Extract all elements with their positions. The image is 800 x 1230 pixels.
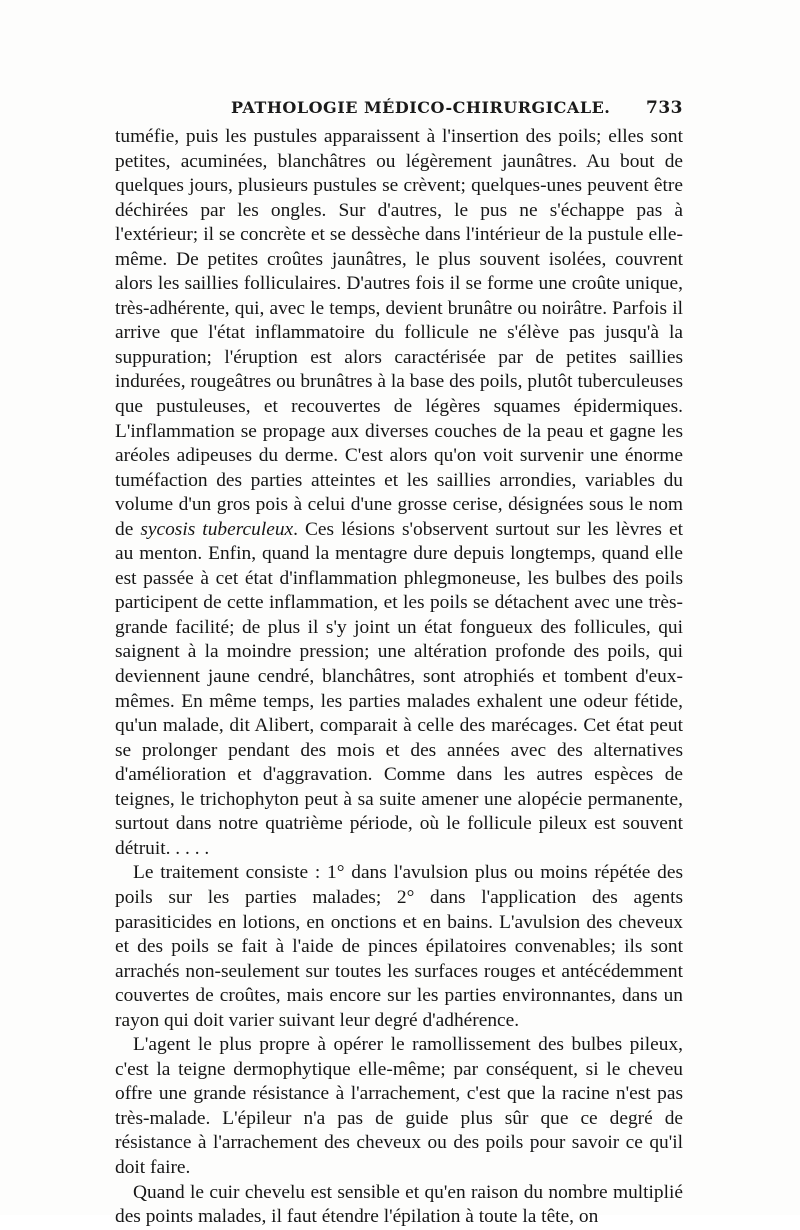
- italic-term: sycosis tuberculeux: [140, 518, 294, 540]
- paragraph-scalp: Quand le cuir chevelu est sensible et qu'en raison du nombre multiplié des points malades, il faut étendre l'épilation à toute la tête, on: [115, 1181, 683, 1228]
- paragraph-treatment: Le traitement consiste : 1° dans l'avulsion plus ou moins répétée des poils sur les parties malades; 2° dans l'application des agents parasiticides en lotions, en onctions et en bains. L'avulsion des cheveux et des poils se fait à l'aide de pinces épilatoires convenables; ils sont arrachés non-seulement sur toutes les surfaces rouges et antécédemment couvertes de croûtes, mais encore sur les parties environnantes, dans un rayon qui doit varier suivant leur degré d'adhérence.: [115, 862, 683, 1031]
- paragraph-agent: L'agent le plus propre à opérer le ramollissement des bulbes pileux, c'est la teigne dermophytique elle-même; par conséquent, si le cheveu offre une grande résistance à l'arrachement, c'est que la racine n'est pas très-malade. L'épileur n'a pas de guide plus sûr que ce degré de résistance à l'arrachement des cheveux ou des poils pour savoir ce qu'il doit faire.: [115, 1034, 683, 1178]
- paragraph-symptoms: [115, 125, 683, 861]
- paragraph-text: tuméfie, puis les pustules apparaissent à l'insertion des poils; elles sont petites, acuminées, blanchâtres ou légèrement jaunâtres. Au bout de quelques jours, plusieurs pustules se crèvent; quelques-unes peuvent être déchirées par les ongles. Sur d'autres, le pus ne s'échappe pas à l'extérieur; il se concrète et se dessèche dans l'intérieur de la pustule elle-même. De petites croûtes jaunâtres, le plus souvent isolées, couvrent alors les saillies folliculaires. D'autres fois il se forme une croûte unique, très-adhérente, qui, avec le temps, devient brunâtre ou noirâtre. Parfois il arrive que l'état inflammatoire du follicule ne s'élève pas jusqu'à la suppuration; l'éruption est alors caractérisée par de petites saillies indurées, rougeâtres ou brunâtres à la base des poils, plutôt tuberculeuses que pustuleuses, et recouvertes de légères squames épidermiques. L'inflammation se propage aux diverses couches de la peau et gagne les aréoles adipeuses du derme. C'est alors qu'on voit survenir une énorme tuméfaction des parties atteintes et les saillies arrondies, variables du volume d'un gros pois à celui d'une grosse cerise, désignées sous le nom de: [115, 126, 683, 540]
- page-number: 733: [646, 98, 683, 118]
- body-text: [115, 125, 683, 1230]
- running-head: [115, 98, 683, 124]
- running-title: PATHOLOGIE MÉDICO-CHIRURGICALE.: [231, 98, 611, 117]
- paragraph-text: . Ces lésions s'observent surtout sur les lèvres et au menton. Enfin, quand la mentagre dure depuis longtemps, quand elle est passée à cet état d'inflammation phlegmoneuse, les bulbes des poils participent de cette inflammation, et les poils se détachent avec une très-grande facilité; de plus il s'y joint un état fongueux des follicules, qui saignent à la moindre pression; une altération profonde des poils, qui deviennent jaune cendré, blanchâtres, sont atrophiés et tombent d'eux-mêmes. En même temps, les parties malades exhalent une odeur fétide, qu'un malade, dit Alibert, comparait à celle des marécages. Cet état peut se prolonger pendant des mois et des années avec des alternatives d'amélioration et d'aggravation. Comme dans les autres espèces de teignes, le trichophyton peut à sa suite amener une alopécie permanente, surtout dans notre quatrième période, où le follicule pileux est souvent détruit. . . . .: [115, 518, 683, 859]
